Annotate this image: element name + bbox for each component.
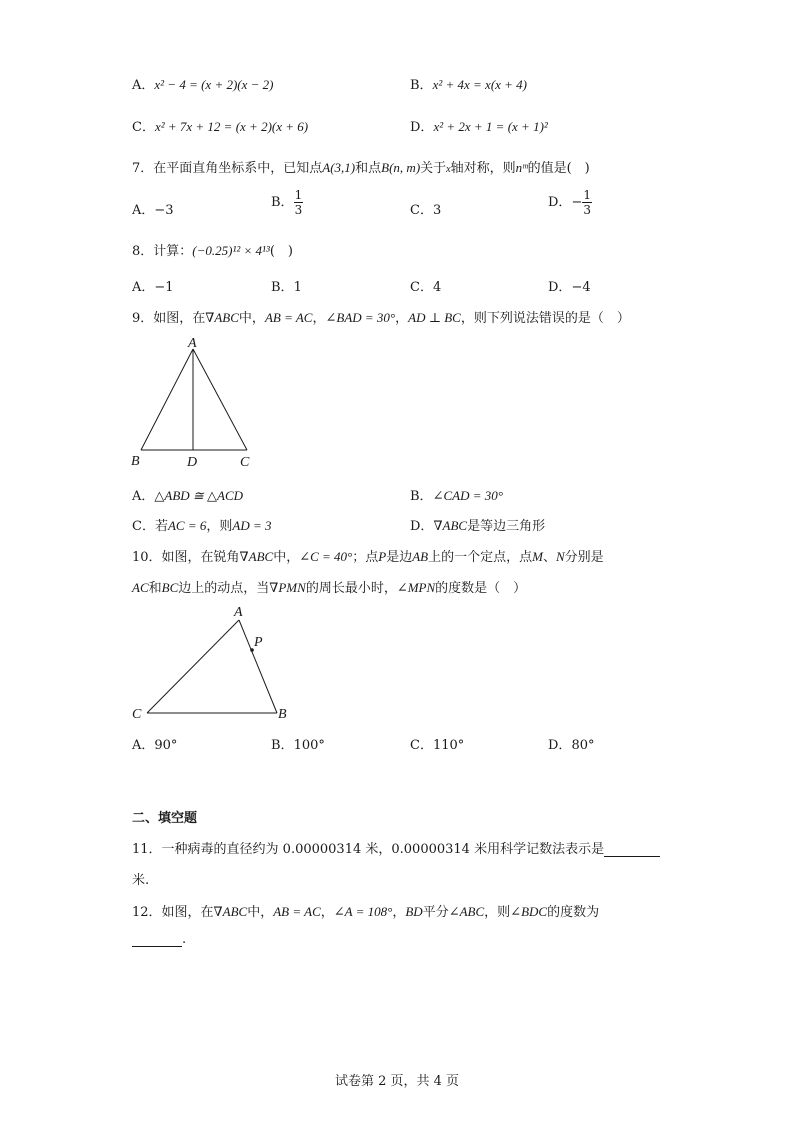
q10-stem-line-1: 10．如图，在锐角∇ABC中，∠C = 40°；点P是边AB上的一个定点，点M、N分别是	[132, 549, 604, 565]
q10-vertex-label-b: B	[278, 707, 287, 722]
q11-stem: 11．一种病毒的直径约为 0.00000314 米，0.00000314 米用科学记数法表示是	[132, 838, 660, 857]
q6-option-d: D．x² + 2x + 1 = (x + 1)²	[410, 119, 548, 135]
q9-option-c: C．若AC = 6，则AD = 3	[132, 518, 272, 534]
q9-edge-ac	[193, 349, 247, 450]
q6-option-a: A．x² − 4 = (x + 2)(x − 2)	[132, 77, 274, 93]
page-footer: 试卷第 2 页，共 4 页	[334, 1074, 460, 1089]
q10-edge-ab	[239, 620, 277, 713]
q7-option-a: A．−3	[132, 203, 174, 218]
q12-stem: 12．如图，在∇ABC中，AB = AC，∠A = 108°，BD平分∠ABC，则∠BDC的度数为	[132, 904, 600, 920]
fraction: $\frac{1}{3}$	[583, 188, 591, 217]
q9-option-d: D．∇ABC是等边三角形	[410, 518, 546, 534]
answer-blank[interactable]	[604, 842, 660, 857]
q8-option-c: C．4	[410, 280, 442, 295]
q6-option-b-expr: x² + 4x = x(x + 4)	[432, 77, 528, 92]
q12-stem-line-2: .	[132, 932, 186, 947]
q9-figure	[125, 333, 265, 473]
q10-edge-ac	[147, 620, 239, 713]
q7-option-c: C．3	[410, 203, 442, 218]
q10-figure	[125, 600, 305, 728]
q8-option-a: A．−1	[132, 280, 174, 295]
q10-option-b: B．100°	[271, 738, 325, 753]
q6-option-a-expr: x² − 4 = (x + 2)(x − 2)	[154, 77, 274, 92]
q8-option-b: B．1	[271, 280, 302, 295]
q9-vertex-label-b: B	[131, 454, 140, 469]
q7-stem: 7．在平面直角坐标系中，已知点A(3,1)和点B(n, m)关于x轴对称，则nᵐ的值是( )	[132, 160, 590, 176]
q6-option-d-expr: x² + 2x + 1 = (x + 1)²	[433, 119, 548, 134]
q7-option-b: B． $\frac{1}{3}$	[271, 188, 303, 217]
section-heading: 二、填空题	[132, 811, 198, 826]
q6-option-c: C．x² + 7x + 12 = (x + 2)(x + 6)	[132, 119, 309, 135]
q9-stem: 9．如图，在∇ABC中，AB = AC，∠BAD = 30°，AD ⊥ BC，则下列说法错误的是（ ）	[132, 310, 630, 326]
q10-vertex-label-c: C	[132, 707, 142, 722]
q10-option-a: A．90°	[132, 738, 178, 753]
q9-vertex-label-c: C	[240, 455, 250, 470]
q10-vertex-label-a: A	[234, 605, 243, 620]
q10-point-label-p: P	[254, 635, 263, 650]
q10-option-d: D．80°	[548, 738, 595, 753]
q9-vertex-label-a: A	[188, 336, 197, 351]
q10-option-c: C．110°	[410, 738, 465, 753]
q9-option-a: A．△ABD ≅ △ACD	[132, 488, 244, 504]
q7-option-d: D．− $\frac{1}{3}$	[548, 188, 591, 217]
q6-option-c-expr: x² + 7x + 12 = (x + 2)(x + 6)	[154, 119, 309, 134]
q8-stem: 8．计算：(−0.25)¹² × 4¹³( )	[132, 243, 293, 259]
fraction: $\frac{1}{3}$	[294, 188, 303, 217]
q6-option-b: B．x² + 4x = x(x + 4)	[410, 77, 528, 93]
q10-stem-line-2: AC和BC边上的动点，当∇PMN的周长最小时，∠MPN的度数是（ ）	[132, 580, 527, 596]
q8-option-d: D．−4	[548, 280, 591, 295]
q9-vertex-label-d: D	[187, 455, 198, 470]
answer-blank[interactable]	[132, 932, 182, 947]
q9-edge-ab	[141, 349, 193, 450]
q11-stem-line-2: 米.	[132, 873, 150, 888]
q9-option-b: B．∠CAD = 30°	[410, 488, 503, 504]
